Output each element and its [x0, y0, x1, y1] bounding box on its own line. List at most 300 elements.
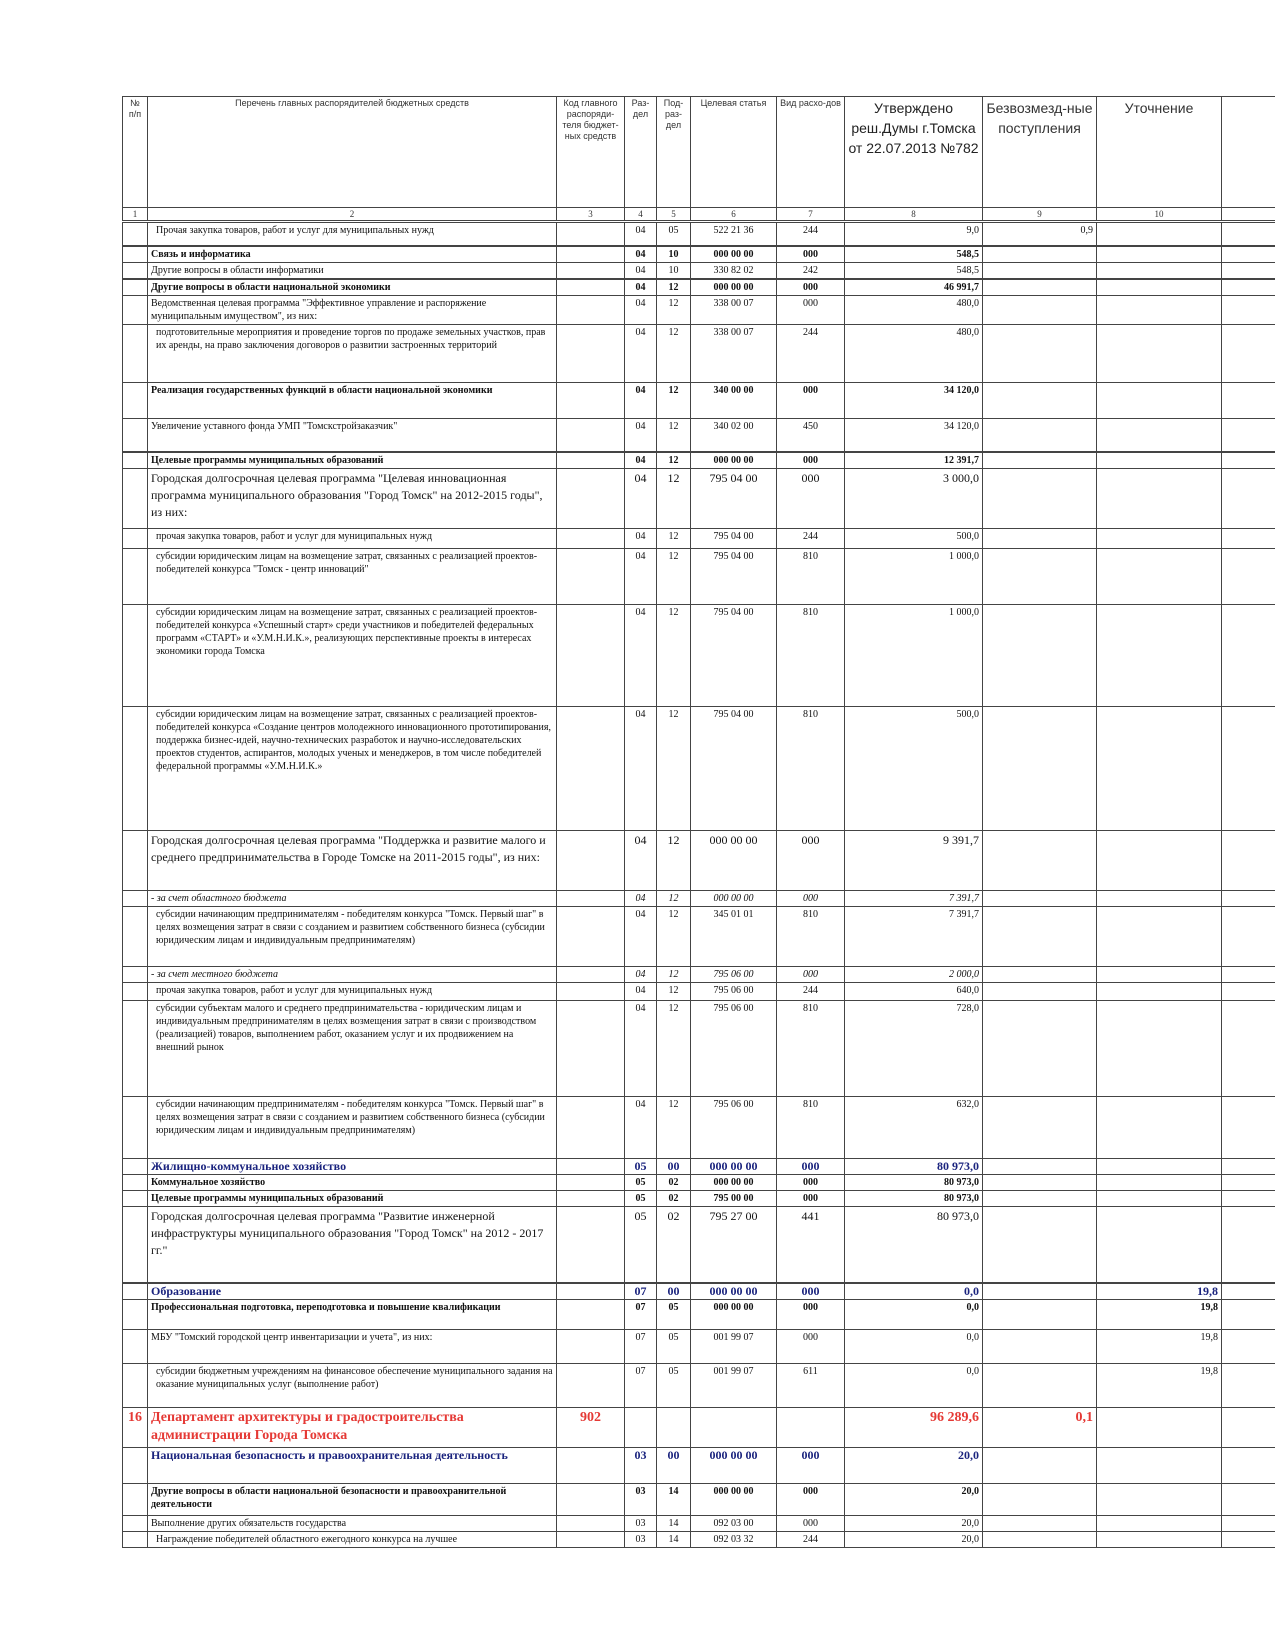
- row-approved: 0,0: [845, 1283, 983, 1300]
- row-statya: 795 06 00: [691, 983, 777, 1001]
- row-extra: [1222, 1299, 1275, 1329]
- row-approved: 500,0: [845, 529, 983, 549]
- row-vid: 244: [777, 1531, 845, 1547]
- row-spec: [1097, 246, 1222, 263]
- row-code: [557, 469, 625, 529]
- row-razdel: 04: [625, 295, 657, 324]
- row-statya: 000 00 00: [691, 1159, 777, 1175]
- row-podrazdel: 10: [657, 246, 691, 263]
- row-vid: 000: [777, 1191, 845, 1207]
- row-extra: [1222, 452, 1275, 469]
- row-number: [123, 382, 148, 418]
- row-approved: 9,0: [845, 222, 983, 246]
- row-vid: 810: [777, 907, 845, 967]
- row-razdel: 04: [625, 891, 657, 907]
- table-row: [123, 891, 1275, 907]
- row-extra: [1222, 605, 1275, 707]
- row-number: [123, 452, 148, 469]
- row-name: субсидии начинающим предпринимателям - победителям конкурса "Томск. Первый шаг" в целях возмещения затрат в связи с созданием и развитием собственного бизнеса (субсидии юридическим лицам и индивидуальным предпринимателям): [148, 907, 557, 967]
- row-extra: [1222, 295, 1275, 324]
- table-row: [123, 529, 1275, 549]
- row-razdel: 04: [625, 324, 657, 382]
- row-vid: 000: [777, 967, 845, 983]
- table-row: [123, 1207, 1275, 1283]
- row-number: 16: [123, 1407, 148, 1447]
- row-approved: 548,5: [845, 262, 983, 279]
- table-row: [123, 1191, 1275, 1207]
- table-row: [123, 967, 1275, 983]
- row-statya: 001 99 07: [691, 1363, 777, 1407]
- row-approved: 480,0: [845, 295, 983, 324]
- row-approved: 20,0: [845, 1515, 983, 1531]
- row-podrazdel: 12: [657, 469, 691, 529]
- row-name: Городская долгосрочная целевая программа "Целевая инновационная программа муниципального образования "Город Томск" на 2012-2015 годы", из них:: [148, 469, 557, 529]
- row-name: субсидии бюджетным учреждениям на финансовое обеспечение муниципального задания на оказание муниципальных услуг (выполнение работ): [148, 1363, 557, 1407]
- row-vid: 244: [777, 222, 845, 246]
- row-name: Коммунальное хозяйство: [148, 1175, 557, 1191]
- row-approved: 728,0: [845, 1001, 983, 1097]
- row-extra: [1222, 967, 1275, 983]
- row-name: Целевые программы муниципальных образований: [148, 1191, 557, 1207]
- row-code: [557, 707, 625, 831]
- table-row: [123, 1299, 1275, 1329]
- row-podrazdel: 12: [657, 907, 691, 967]
- row-name: Национальная безопасность и правоохранительная деятельность: [148, 1447, 557, 1483]
- row-vid: 000: [777, 1329, 845, 1363]
- row-vid: 242: [777, 262, 845, 279]
- row-statya: 000 00 00: [691, 891, 777, 907]
- row-razdel: 05: [625, 1191, 657, 1207]
- column-number-extra: [1222, 208, 1275, 222]
- row-razdel: 03: [625, 1447, 657, 1483]
- row-name: Награждение победителей областного ежегодного конкурса на лучшее: [148, 1531, 557, 1547]
- table-row: [123, 1515, 1275, 1531]
- row-code: [557, 1207, 625, 1283]
- row-code: [557, 529, 625, 549]
- header-approved: Утверждено реш.Думы г.Томска от 22.07.2013 №782: [845, 97, 983, 208]
- row-statya: [691, 1407, 777, 1447]
- row-number: [123, 222, 148, 246]
- row-spec: 19,8: [1097, 1363, 1222, 1407]
- row-podrazdel: 12: [657, 418, 691, 452]
- row-name: Связь и информатика: [148, 246, 557, 263]
- row-vid: 244: [777, 324, 845, 382]
- row-code: [557, 418, 625, 452]
- row-approved: 0,0: [845, 1363, 983, 1407]
- row-number: [123, 1329, 148, 1363]
- row-free: [983, 1283, 1097, 1300]
- row-podrazdel: 02: [657, 1175, 691, 1191]
- row-razdel: 04: [625, 279, 657, 296]
- row-podrazdel: 12: [657, 1097, 691, 1159]
- row-spec: [1097, 1531, 1222, 1547]
- row-podrazdel: 12: [657, 549, 691, 605]
- row-statya: 338 00 07: [691, 295, 777, 324]
- row-free: 0,9: [983, 222, 1097, 246]
- row-name: Реализация государственных функций в области национальной экономики: [148, 382, 557, 418]
- row-vid: 810: [777, 1001, 845, 1097]
- row-approved: 2 000,0: [845, 967, 983, 983]
- row-name: субсидии юридическим лицам на возмещение затрат, связанных с реализацией проектов-победителей конкурса "Томск - центр инноваций": [148, 549, 557, 605]
- row-statya: 340 02 00: [691, 418, 777, 452]
- row-statya: 000 00 00: [691, 831, 777, 891]
- row-name: Жилищно-коммунальное хозяйство: [148, 1159, 557, 1175]
- row-razdel: 03: [625, 1531, 657, 1547]
- table-row: [123, 831, 1275, 891]
- row-statya: 345 01 01: [691, 907, 777, 967]
- row-spec: 19,8: [1097, 1283, 1222, 1300]
- row-approved: 34 120,0: [845, 418, 983, 452]
- row-code: [557, 295, 625, 324]
- row-free: [983, 1159, 1097, 1175]
- row-number: [123, 831, 148, 891]
- row-name: Другие вопросы в области национальной безопасности и правоохранительной деятельности: [148, 1483, 557, 1515]
- row-statya: 795 06 00: [691, 967, 777, 983]
- row-podrazdel: 12: [657, 279, 691, 296]
- row-spec: [1097, 1001, 1222, 1097]
- row-code: [557, 452, 625, 469]
- row-razdel: 03: [625, 1483, 657, 1515]
- row-podrazdel: 12: [657, 831, 691, 891]
- row-spec: [1097, 831, 1222, 891]
- row-vid: 000: [777, 382, 845, 418]
- row-approved: 632,0: [845, 1097, 983, 1159]
- row-spec: [1097, 1447, 1222, 1483]
- row-statya: 795 06 00: [691, 1001, 777, 1097]
- row-podrazdel: 12: [657, 983, 691, 1001]
- row-extra: [1222, 1363, 1275, 1407]
- row-razdel: 03: [625, 1515, 657, 1531]
- row-free: [983, 246, 1097, 263]
- table-row: [123, 1159, 1275, 1175]
- column-number: 5: [657, 208, 691, 222]
- row-razdel: 04: [625, 707, 657, 831]
- row-number: [123, 418, 148, 452]
- row-statya: 795 04 00: [691, 549, 777, 605]
- row-free: [983, 605, 1097, 707]
- row-vid: 000: [777, 1515, 845, 1531]
- budget-rows: [123, 222, 1275, 1548]
- row-extra: [1222, 418, 1275, 452]
- row-statya: 340 00 00: [691, 382, 777, 418]
- table-row: [123, 279, 1275, 296]
- row-extra: [1222, 1191, 1275, 1207]
- row-approved: 500,0: [845, 707, 983, 831]
- row-code: [557, 983, 625, 1001]
- row-podrazdel: 05: [657, 1329, 691, 1363]
- row-name: Профессиональная подготовка, переподготовка и повышение квалификации: [148, 1299, 557, 1329]
- row-spec: [1097, 983, 1222, 1001]
- row-statya: 092 03 00: [691, 1515, 777, 1531]
- row-name: Городская долгосрочная целевая программа "Развитие инженерной инфраструктуры муниципального образования "Город Томск" на 2012 - 2017 гг.": [148, 1207, 557, 1283]
- row-spec: [1097, 418, 1222, 452]
- row-code: [557, 605, 625, 707]
- row-spec: [1097, 891, 1222, 907]
- row-code: [557, 967, 625, 983]
- row-number: [123, 1299, 148, 1329]
- row-code: [557, 1299, 625, 1329]
- row-code: [557, 891, 625, 907]
- row-free: [983, 983, 1097, 1001]
- row-podrazdel: 12: [657, 891, 691, 907]
- row-code: [557, 907, 625, 967]
- row-vid: 810: [777, 1097, 845, 1159]
- row-extra: [1222, 324, 1275, 382]
- row-podrazdel: 05: [657, 1363, 691, 1407]
- row-name: Городская долгосрочная целевая программа "Поддержка и развитие малого и среднего предпринимательства в Городе Томске на 2011-2015 годы", из них:: [148, 831, 557, 891]
- column-number: 10: [1097, 208, 1222, 222]
- table-row: [123, 469, 1275, 529]
- row-free: [983, 262, 1097, 279]
- header-razdel: Раз-дел: [625, 97, 657, 208]
- table-row: [123, 418, 1275, 452]
- row-razdel: 04: [625, 605, 657, 707]
- table-row: [123, 1447, 1275, 1483]
- row-extra: [1222, 1283, 1275, 1300]
- column-number: 8: [845, 208, 983, 222]
- row-razdel: 04: [625, 469, 657, 529]
- header-free: Безвозмезд-ные поступления: [983, 97, 1097, 208]
- table-row: [123, 1407, 1275, 1447]
- row-statya: 000 00 00: [691, 1283, 777, 1300]
- row-razdel: 04: [625, 452, 657, 469]
- row-number: [123, 1207, 148, 1283]
- row-extra: [1222, 1483, 1275, 1515]
- row-name: субсидии начинающим предпринимателям - победителям конкурса "Томск. Первый шаг" в целях возмещения затрат в связи с созданием и развитием собственного бизнеса (субсидии юридическим лицам и индивидуальным предпринимателям): [148, 1097, 557, 1159]
- row-number: [123, 907, 148, 967]
- row-statya: 795 04 00: [691, 707, 777, 831]
- row-extra: [1222, 529, 1275, 549]
- row-name: - за счет областного бюджета: [148, 891, 557, 907]
- row-code: 902: [557, 1407, 625, 1447]
- row-podrazdel: 12: [657, 529, 691, 549]
- row-free: [983, 1515, 1097, 1531]
- row-name: Департамент архитектуры и градостроительства администрации Города Томска: [148, 1407, 557, 1447]
- row-approved: 12 391,7: [845, 452, 983, 469]
- row-approved: 1 000,0: [845, 605, 983, 707]
- row-name: Целевые программы муниципальных образований: [148, 452, 557, 469]
- row-podrazdel: 12: [657, 295, 691, 324]
- row-spec: [1097, 707, 1222, 831]
- row-statya: 000 00 00: [691, 246, 777, 263]
- row-approved: 7 391,7: [845, 907, 983, 967]
- row-free: [983, 382, 1097, 418]
- row-spec: [1097, 279, 1222, 296]
- row-spec: [1097, 1159, 1222, 1175]
- row-free: 0,1: [983, 1407, 1097, 1447]
- table-row: [123, 549, 1275, 605]
- row-extra: [1222, 1447, 1275, 1483]
- row-vid: 000: [777, 279, 845, 296]
- row-razdel: 04: [625, 831, 657, 891]
- row-code: [557, 262, 625, 279]
- row-approved: 548,5: [845, 246, 983, 263]
- table-row: [123, 295, 1275, 324]
- row-free: [983, 1531, 1097, 1547]
- row-number: [123, 967, 148, 983]
- row-number: [123, 1159, 148, 1175]
- row-extra: [1222, 1207, 1275, 1283]
- row-razdel: 04: [625, 262, 657, 279]
- row-extra: [1222, 1175, 1275, 1191]
- row-podrazdel: 14: [657, 1515, 691, 1531]
- row-free: [983, 967, 1097, 983]
- row-razdel: 05: [625, 1175, 657, 1191]
- header-row: [123, 97, 1275, 208]
- column-number: 6: [691, 208, 777, 222]
- row-extra: [1222, 1515, 1275, 1531]
- row-razdel: 04: [625, 549, 657, 605]
- row-code: [557, 324, 625, 382]
- row-free: [983, 1363, 1097, 1407]
- row-code: [557, 549, 625, 605]
- row-statya: 000 00 00: [691, 1447, 777, 1483]
- row-spec: [1097, 605, 1222, 707]
- row-number: [123, 707, 148, 831]
- row-free: [983, 452, 1097, 469]
- row-razdel: 05: [625, 1159, 657, 1175]
- row-vid: 611: [777, 1363, 845, 1407]
- table-row: [123, 707, 1275, 831]
- table-row: [123, 1329, 1275, 1363]
- row-spec: [1097, 529, 1222, 549]
- row-vid: [777, 1407, 845, 1447]
- row-name: Другие вопросы в области информатики: [148, 262, 557, 279]
- row-podrazdel: 02: [657, 1191, 691, 1207]
- table-row: [123, 1175, 1275, 1191]
- table-row: [123, 246, 1275, 263]
- row-extra: [1222, 262, 1275, 279]
- row-statya: 795 27 00: [691, 1207, 777, 1283]
- row-free: [983, 1447, 1097, 1483]
- row-statya: 000 00 00: [691, 1175, 777, 1191]
- row-podrazdel: 05: [657, 1299, 691, 1329]
- row-podrazdel: 14: [657, 1531, 691, 1547]
- table-row: [123, 382, 1275, 418]
- column-number: 4: [625, 208, 657, 222]
- row-spec: [1097, 262, 1222, 279]
- row-approved: 640,0: [845, 983, 983, 1001]
- row-vid: 000: [777, 1283, 845, 1300]
- row-razdel: 05: [625, 1207, 657, 1283]
- row-podrazdel: 12: [657, 452, 691, 469]
- row-free: [983, 1483, 1097, 1515]
- row-razdel: 07: [625, 1283, 657, 1300]
- row-vid: 000: [777, 891, 845, 907]
- table-row: [123, 324, 1275, 382]
- row-name: - за счет местного бюджета: [148, 967, 557, 983]
- row-spec: [1097, 222, 1222, 246]
- row-number: [123, 1097, 148, 1159]
- row-code: [557, 1097, 625, 1159]
- row-statya: 000 00 00: [691, 1483, 777, 1515]
- row-vid: 810: [777, 707, 845, 831]
- table-row: [123, 907, 1275, 967]
- header-code: Код главного распоряди-теля бюджет-ных средств: [557, 97, 625, 208]
- row-razdel: 04: [625, 246, 657, 263]
- row-number: [123, 469, 148, 529]
- row-extra: [1222, 469, 1275, 529]
- row-vid: 000: [777, 295, 845, 324]
- row-number: [123, 891, 148, 907]
- row-spec: [1097, 1097, 1222, 1159]
- row-podrazdel: 00: [657, 1447, 691, 1483]
- row-number: [123, 1515, 148, 1531]
- row-razdel: 04: [625, 1097, 657, 1159]
- row-approved: 20,0: [845, 1531, 983, 1547]
- row-code: [557, 279, 625, 296]
- row-podrazdel: 12: [657, 382, 691, 418]
- row-name: Прочая закупка товаров, работ и услуг для муниципальных нужд: [148, 222, 557, 246]
- table-row: [123, 1001, 1275, 1097]
- row-free: [983, 1175, 1097, 1191]
- row-spec: [1097, 1191, 1222, 1207]
- row-number: [123, 1191, 148, 1207]
- row-vid: 810: [777, 605, 845, 707]
- row-spec: [1097, 1515, 1222, 1531]
- row-free: [983, 324, 1097, 382]
- row-number: [123, 1483, 148, 1515]
- row-approved: 480,0: [845, 324, 983, 382]
- row-number: [123, 295, 148, 324]
- row-name: субсидии субъектам малого и среднего предпринимательства - юридическим лицам и индивидуальным предпринимателям в целях возмещения затрат в связи с производством (реализацией) товаров, выполнением работ, оказанием услуг и их продвижением на внешний рынок: [148, 1001, 557, 1097]
- row-vid: 450: [777, 418, 845, 452]
- row-spec: [1097, 469, 1222, 529]
- row-free: [983, 418, 1097, 452]
- row-statya: 330 82 02: [691, 262, 777, 279]
- row-vid: 000: [777, 246, 845, 263]
- row-razdel: 04: [625, 907, 657, 967]
- row-extra: [1222, 1531, 1275, 1547]
- row-name: субсидии юридическим лицам на возмещение затрат, связанных с реализацией проектов-победителей конкурса «Создание центров молодежного инновационного прототипирования, поддержка бизнес-идей, научно-технических разработок и научно-исследовательских проектов студентов, аспирантов, молодых ученых и менеджеров, в том числе победителей федеральной программы «У.М.Н.И.К.»: [148, 707, 557, 831]
- header-extra: [1222, 97, 1275, 208]
- row-razdel: 07: [625, 1329, 657, 1363]
- row-approved: 80 973,0: [845, 1191, 983, 1207]
- row-name: Другие вопросы в области национальной экономики: [148, 279, 557, 296]
- table-row: [123, 605, 1275, 707]
- row-vid: 810: [777, 549, 845, 605]
- header-statya: Целевая статья: [691, 97, 777, 208]
- row-code: [557, 1447, 625, 1483]
- row-razdel: 04: [625, 967, 657, 983]
- table-row: [123, 1097, 1275, 1159]
- row-podrazdel: 12: [657, 324, 691, 382]
- budget-table-sheet: [122, 96, 1275, 1548]
- row-statya: 522 21 36: [691, 222, 777, 246]
- column-number: 2: [148, 208, 557, 222]
- row-number: [123, 1447, 148, 1483]
- row-free: [983, 891, 1097, 907]
- row-name: Увеличение уставного фонда УМП "Томскстройзаказчик": [148, 418, 557, 452]
- row-extra: [1222, 222, 1275, 246]
- row-podrazdel: 05: [657, 222, 691, 246]
- budget-table: [122, 96, 1275, 1548]
- row-code: [557, 831, 625, 891]
- row-number: [123, 1001, 148, 1097]
- row-razdel: 04: [625, 983, 657, 1001]
- row-vid: 441: [777, 1207, 845, 1283]
- row-extra: [1222, 246, 1275, 263]
- row-code: [557, 1329, 625, 1363]
- row-vid: 244: [777, 983, 845, 1001]
- row-approved: 80 973,0: [845, 1207, 983, 1283]
- row-approved: 80 973,0: [845, 1175, 983, 1191]
- row-code: [557, 1483, 625, 1515]
- row-approved: 0,0: [845, 1329, 983, 1363]
- row-extra: [1222, 907, 1275, 967]
- table-row: [123, 452, 1275, 469]
- row-spec: [1097, 1175, 1222, 1191]
